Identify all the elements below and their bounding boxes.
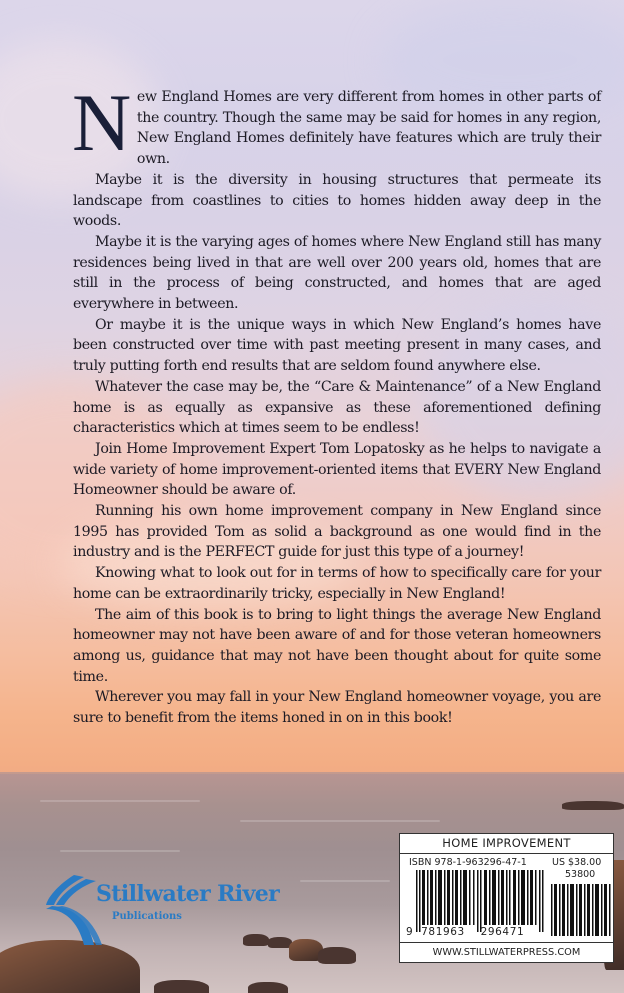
blurb-paragraph: New England Homes are very different from homes in other parts of the country. Though the same may be said for homes in any region, New England Homes definitely have features which are truly their own. — [72, 77, 601, 168]
blurb-paragraph: Wherever you may fall in your New England homeowner voyage, you are sure to benefit from the items honed in on in this book! — [73, 689, 601, 727]
rock — [248, 982, 288, 993]
wave — [300, 880, 390, 882]
rock — [562, 801, 624, 810]
bisac-category: HOME IMPROVEMENT — [400, 834, 613, 854]
price-addon-code: 53800 — [565, 869, 596, 880]
back-cover-blurb — [72, 77, 601, 729]
blurb-paragraph: Maybe it is the varying ages of homes where New England still has many residences being lived in that are well over 200 years old, homes that are still in the process of being constructed, and homes that are aged everywhere in between. — [73, 233, 601, 313]
blurb-paragraph: Maybe it is the diversity in housing structures that permeate its landscape from coastlines to cities to homes hidden away deep in the woods. — [73, 171, 601, 230]
barcode-bars — [416, 870, 544, 932]
publisher-name: Stillwater River — [96, 881, 280, 907]
blurb-paragraph: Join Home Improvement Expert Tom Lopatosky as he helps to navigate a wide variety of home improvement-oriented items that EVERY New England Homeowner should be aware of. — [73, 440, 601, 499]
isbn-barcode-box — [399, 833, 614, 963]
blurb-paragraph: Running his own home improvement company in New England since 1995 has provided Tom as solid a background as one would find in the industry and is the PERFECT guide for just this type of a journey! — [73, 503, 601, 561]
wave — [40, 800, 200, 802]
price-addon-bars — [551, 884, 611, 936]
wave — [240, 820, 440, 822]
rock — [318, 947, 356, 964]
publisher-url[interactable]: WWW.STILLWATERPRESS.COM — [400, 942, 613, 962]
isbn-number: ISBN 978-1-963296-47-1 — [409, 857, 527, 868]
publisher-subtitle: Publications — [112, 911, 182, 922]
blurb-paragraph: Whatever the case may be, the “Care & Maintenance” of a New England home is as equally as expansive as these aforementioned defining characteristics which at times seem to be endless! — [73, 378, 601, 437]
drop-cap: N — [72, 77, 131, 168]
horizon-line — [0, 772, 624, 774]
publisher-logo — [44, 873, 280, 948]
river-swoosh-icon — [44, 873, 104, 948]
price: US $38.00 — [552, 857, 602, 868]
barcode-digits: 9 781963 296471 — [406, 926, 525, 938]
blurb-paragraph: Knowing what to look out for in terms of how to specifically care for your home can be extraordinarily tricky, especially in New England! — [73, 565, 601, 602]
wave — [60, 850, 180, 852]
blurb-paragraph: The aim of this book is to bring to light things the average New England homeowner may not have been aware of and for those veteran homeowners among us, guidance that may not have been thought about for quite some time. — [73, 606, 601, 685]
blurb-paragraph: Or maybe it is the unique ways in which New England’s homes have been constructed over time with past meeting present in many cases, and truly putting forth end results that are seldom found anywhere else. — [73, 316, 601, 375]
rock — [154, 980, 209, 993]
